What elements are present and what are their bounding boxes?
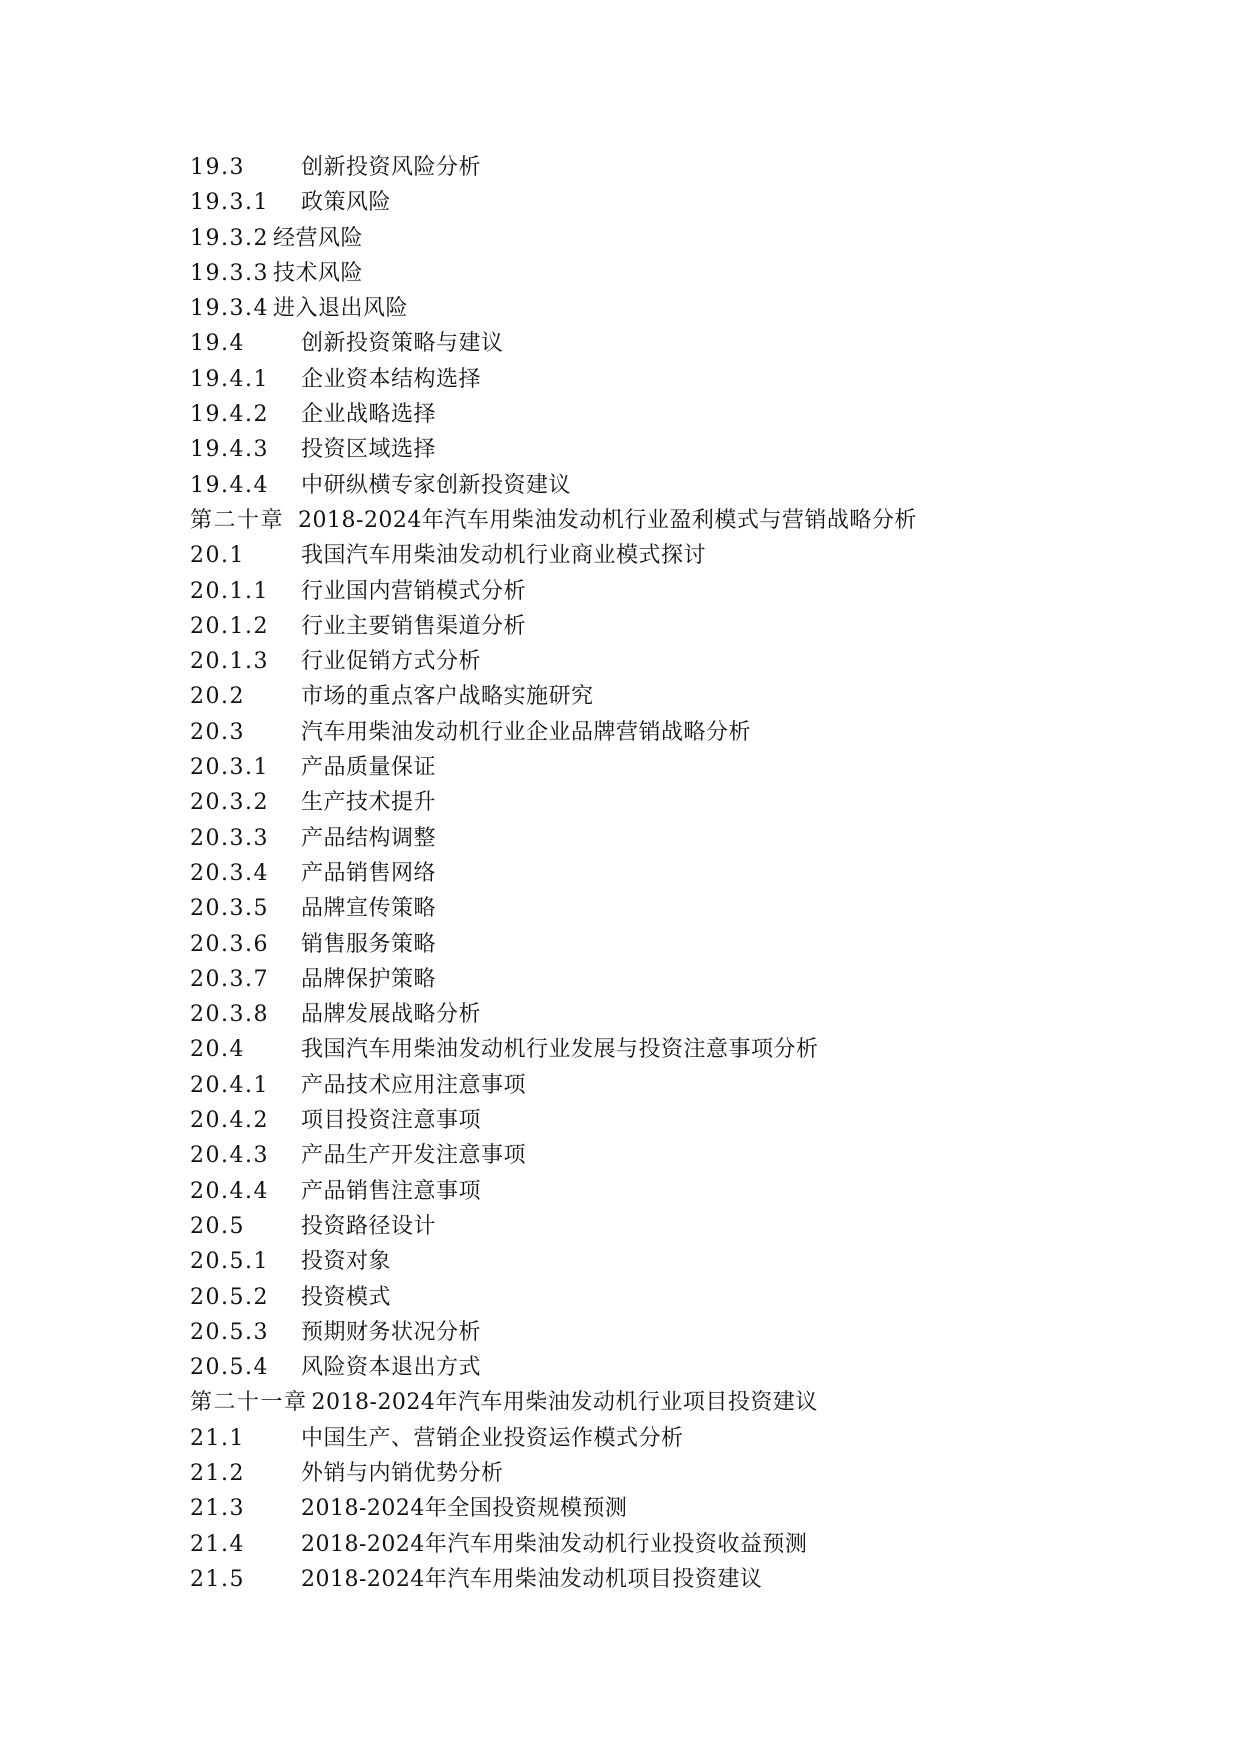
toc-title: 汽车用柴油发动机行业企业品牌营销战略分析 bbox=[301, 719, 752, 745]
toc-chapter-title: 2018-2024年汽车用柴油发动机行业项目投资建议 bbox=[311, 1390, 818, 1416]
toc-title: 品牌宣传策略 bbox=[301, 896, 437, 922]
toc-title: 行业国内营销模式分析 bbox=[301, 578, 527, 604]
toc-title: 产品销售注意事项 bbox=[301, 1178, 482, 1204]
toc-entry bbox=[190, 432, 1170, 467]
toc-number: 19.4 bbox=[190, 331, 245, 357]
toc-entry bbox=[190, 150, 1170, 185]
toc-title: 品牌发展战略分析 bbox=[301, 1002, 482, 1028]
toc-title: 销售服务策略 bbox=[301, 931, 437, 957]
toc-title: 风险资本退出方式 bbox=[301, 1355, 482, 1381]
toc-entry bbox=[190, 574, 1170, 609]
toc-entry bbox=[190, 644, 1170, 679]
toc-entry bbox=[190, 1527, 1170, 1562]
toc-entry bbox=[190, 538, 1170, 573]
toc-number: 20.1 bbox=[190, 543, 245, 569]
toc-chapter-title: 2018-2024年汽车用柴油发动机行业盈利模式与营销战略分析 bbox=[298, 507, 917, 533]
toc-number: 19.3.1 bbox=[190, 190, 269, 216]
toc-title: 行业促销方式分析 bbox=[301, 649, 482, 675]
toc-entry bbox=[190, 1068, 1170, 1103]
toc-chapter-number: 第二十一章 bbox=[190, 1390, 308, 1416]
toc-number: 20.3.6 bbox=[190, 931, 269, 957]
toc-title: 我国汽车用柴油发动机行业发展与投资注意事项分析 bbox=[301, 1037, 819, 1063]
toc-entry bbox=[190, 1491, 1170, 1526]
toc-number: 20.3.8 bbox=[190, 1002, 269, 1028]
toc-number: 19.4.1 bbox=[190, 366, 269, 392]
toc-title: 2018-2024年汽车用柴油发动机行业投资收益预测 bbox=[301, 1531, 808, 1557]
toc-number: 20.3.1 bbox=[190, 755, 269, 781]
toc-number: 20.1.3 bbox=[190, 649, 269, 675]
toc-number: 20.4 bbox=[190, 1037, 245, 1063]
toc-title: 行业主要销售渠道分析 bbox=[301, 613, 527, 639]
toc-number: 20.3.3 bbox=[190, 825, 269, 851]
toc-title: 产品质量保证 bbox=[301, 755, 437, 781]
toc-entry bbox=[190, 185, 1170, 220]
toc-title: 创新投资风险分析 bbox=[301, 155, 482, 180]
toc-entry bbox=[190, 1209, 1170, 1244]
toc-entry bbox=[190, 821, 1170, 856]
toc-title: 品牌保护策略 bbox=[301, 966, 437, 992]
toc-number: 19.3.4 bbox=[190, 296, 269, 322]
toc-entry bbox=[190, 609, 1170, 644]
toc-number: 20.5.3 bbox=[190, 1319, 269, 1345]
toc-title: 企业资本结构选择 bbox=[301, 366, 482, 392]
toc-title: 中国生产、营销企业投资运作模式分析 bbox=[301, 1425, 684, 1451]
toc-title: 投资对象 bbox=[301, 1249, 392, 1275]
toc-number: 20.3.4 bbox=[190, 860, 269, 886]
toc-title: 投资区域选择 bbox=[301, 437, 437, 463]
toc-title: 产品技术应用注意事项 bbox=[301, 1072, 527, 1098]
toc-title: 企业战略选择 bbox=[301, 402, 437, 428]
toc-entry bbox=[190, 997, 1170, 1032]
toc-number: 20.1.1 bbox=[190, 578, 269, 604]
toc-title: 投资模式 bbox=[301, 1284, 392, 1310]
toc-title: 经营风险 bbox=[272, 225, 363, 251]
toc-number: 20.4.4 bbox=[190, 1178, 269, 1204]
toc-title: 产品生产开发注意事项 bbox=[301, 1143, 527, 1169]
toc-number: 19.3.2 bbox=[190, 225, 269, 251]
toc-entry bbox=[190, 1421, 1170, 1456]
toc-entry bbox=[190, 468, 1170, 503]
toc-entry bbox=[190, 679, 1170, 714]
toc-number: 20.2 bbox=[190, 684, 245, 710]
toc-chapter-heading bbox=[190, 503, 1170, 538]
toc-number: 21.2 bbox=[190, 1460, 245, 1486]
toc-title: 创新投资策略与建议 bbox=[301, 331, 504, 357]
toc-title: 我国汽车用柴油发动机行业商业模式探讨 bbox=[301, 543, 707, 569]
toc-number: 20.3.2 bbox=[190, 790, 269, 816]
toc-entry bbox=[190, 1315, 1170, 1350]
toc-number: 20.5 bbox=[190, 1213, 245, 1239]
toc-number: 20.5.4 bbox=[190, 1355, 269, 1381]
toc-entry bbox=[190, 397, 1170, 432]
toc-title: 项目投资注意事项 bbox=[301, 1108, 482, 1134]
toc-entry bbox=[190, 1103, 1170, 1138]
toc-number: 20.3.7 bbox=[190, 966, 269, 992]
toc-number: 19.4.2 bbox=[190, 402, 269, 428]
toc-entry bbox=[190, 891, 1170, 926]
toc-entry bbox=[190, 856, 1170, 891]
toc-number: 21.3 bbox=[190, 1496, 245, 1522]
toc-number: 21.4 bbox=[190, 1531, 245, 1557]
toc-chapter-number: 第二十章 bbox=[190, 507, 285, 533]
toc-entry bbox=[190, 1138, 1170, 1173]
toc-entry bbox=[190, 750, 1170, 785]
toc-entry bbox=[190, 221, 1170, 256]
toc-title: 预期财务状况分析 bbox=[301, 1319, 482, 1345]
toc-title: 投资路径设计 bbox=[301, 1213, 437, 1239]
toc-entry bbox=[190, 1244, 1170, 1279]
toc-title: 中研纵横专家创新投资建议 bbox=[301, 472, 572, 498]
toc-entry bbox=[190, 1456, 1170, 1491]
toc-entry bbox=[190, 1562, 1170, 1597]
toc-entry bbox=[190, 927, 1170, 962]
toc-number: 21.1 bbox=[190, 1425, 245, 1451]
toc-entry bbox=[190, 291, 1170, 326]
toc-number: 19.4.4 bbox=[190, 472, 269, 498]
toc-title: 生产技术提升 bbox=[301, 790, 437, 816]
toc-number: 21.5 bbox=[190, 1566, 245, 1592]
toc-entry bbox=[190, 1032, 1170, 1067]
toc-chapter-heading bbox=[190, 1385, 1170, 1420]
toc-number: 20.5.1 bbox=[190, 1249, 269, 1275]
toc-entry bbox=[190, 1280, 1170, 1315]
toc-title: 技术风险 bbox=[272, 260, 363, 286]
toc-entry bbox=[190, 962, 1170, 997]
toc-title: 外销与内销优势分析 bbox=[301, 1460, 504, 1486]
toc-title: 产品销售网络 bbox=[301, 860, 437, 886]
toc-number: 19.3.3 bbox=[190, 260, 269, 286]
toc-title: 政策风险 bbox=[301, 190, 392, 216]
toc-number: 20.3.5 bbox=[190, 896, 269, 922]
toc-entry bbox=[190, 785, 1170, 820]
toc-number: 19.3 bbox=[190, 155, 245, 180]
toc-entry bbox=[190, 715, 1170, 750]
toc-entry bbox=[190, 1174, 1170, 1209]
table-of-contents bbox=[190, 150, 1170, 1597]
toc-number: 20.3 bbox=[190, 719, 245, 745]
toc-entry bbox=[190, 326, 1170, 361]
toc-entry bbox=[190, 256, 1170, 291]
toc-number: 20.1.2 bbox=[190, 613, 269, 639]
toc-title: 进入退出风险 bbox=[272, 296, 408, 322]
toc-number: 20.4.2 bbox=[190, 1108, 269, 1134]
toc-number: 20.5.2 bbox=[190, 1284, 269, 1310]
toc-title: 产品结构调整 bbox=[301, 825, 437, 851]
toc-entry bbox=[190, 362, 1170, 397]
toc-number: 19.4.3 bbox=[190, 437, 269, 463]
toc-number: 20.4.1 bbox=[190, 1072, 269, 1098]
toc-entry bbox=[190, 1350, 1170, 1385]
toc-title: 2018-2024年汽车用柴油发动机项目投资建议 bbox=[301, 1566, 763, 1592]
toc-title: 市场的重点客户战略实施研究 bbox=[301, 684, 594, 710]
toc-number: 20.4.3 bbox=[190, 1143, 269, 1169]
toc-title: 2018-2024年全国投资规模预测 bbox=[301, 1496, 628, 1522]
